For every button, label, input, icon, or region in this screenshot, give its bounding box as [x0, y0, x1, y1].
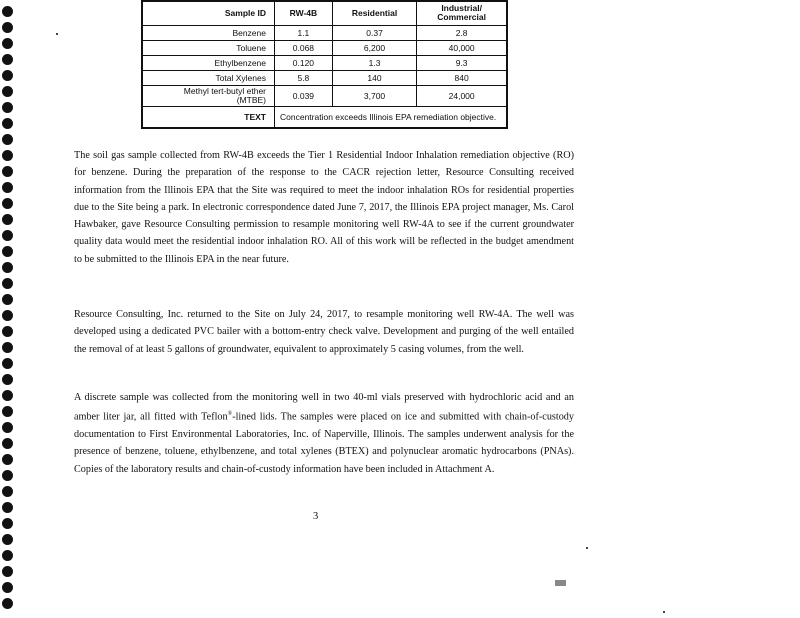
paragraph-resample: Resource Consulting, Inc. returned to the Site on July 24, 2017, to resample monitoring well RW-4A. The well was developed using a dedicated PVC bailer with a bottom-entry check valve. Development and purging of the well entailed the removal of at least 5 gallons of groundwater, equivalent to approximately 5 casing volumes, from the well. [74, 309, 574, 355]
binder-hole [2, 390, 13, 401]
cell-value: 24,000 [417, 86, 507, 107]
cell-value: 5.8 [275, 71, 333, 86]
header-residential: Residential [332, 1, 416, 26]
cell-name: Methyl tert-butyl ether (MTBE) [142, 86, 275, 107]
cell-value: 1.3 [332, 56, 416, 71]
binder-hole [2, 150, 13, 161]
legend-text: Concentration exceeds Illinois EPA remediation objective. [275, 107, 508, 129]
scan-speck [56, 33, 58, 35]
header-rw-4b: RW-4B [275, 1, 333, 26]
binder-hole [2, 182, 13, 193]
binder-hole [2, 70, 13, 81]
cell-name: Total Xylenes [142, 71, 275, 86]
registered-mark: ® [227, 411, 233, 418]
binder-hole [2, 214, 13, 225]
table-row [142, 86, 507, 107]
cell-value: 1.1 [275, 26, 333, 41]
cell-value: 840 [417, 71, 507, 86]
legend-key: TEXT [142, 107, 275, 129]
binder-hole [2, 6, 13, 17]
cell-value: 0.37 [332, 26, 416, 41]
legend-row [142, 107, 507, 129]
table-header-row [142, 1, 507, 26]
binder-hole [2, 230, 13, 241]
binder-hole [2, 118, 13, 129]
binder-hole [2, 470, 13, 481]
binder-hole [2, 582, 13, 593]
binder-hole [2, 278, 13, 289]
binder-hole [2, 406, 13, 417]
binder-hole [2, 486, 13, 497]
table-row [142, 26, 507, 41]
results-table [141, 0, 508, 129]
scan-speck [586, 547, 588, 549]
binder-holes [2, 0, 16, 618]
table-row [142, 56, 507, 71]
binder-hole [2, 502, 13, 513]
binder-hole [2, 550, 13, 561]
binder-hole [2, 134, 13, 145]
binder-hole [2, 518, 13, 529]
paragraph-text-part: A discrete sample was collected from the monitoring well in two 40-ml vials preserved with hydrochloric acid and an amber liter jar, all fitted with Teflon [74, 392, 574, 423]
cell-value: 0.068 [275, 41, 333, 56]
binder-hole [2, 598, 13, 609]
cell-value: 9.3 [417, 56, 507, 71]
table-row [142, 71, 507, 86]
paragraph-sample-collection [74, 389, 574, 478]
page-number: 3 [313, 511, 319, 522]
binder-hole [2, 102, 13, 113]
binder-hole [2, 22, 13, 33]
table-row [142, 41, 507, 56]
scan-speck [663, 611, 665, 613]
cell-value: 0.039 [275, 86, 333, 107]
binder-hole [2, 166, 13, 177]
cell-value: 40,000 [417, 41, 507, 56]
binder-hole [2, 342, 13, 353]
binder-hole [2, 246, 13, 257]
cell-name: Benzene [142, 26, 275, 41]
binder-hole [2, 358, 13, 369]
binder-hole [2, 86, 13, 97]
binder-hole [2, 294, 13, 305]
binder-hole [2, 326, 13, 337]
binder-hole [2, 310, 13, 321]
binder-hole [2, 262, 13, 273]
binder-hole [2, 438, 13, 449]
binder-hole [2, 454, 13, 465]
cell-value: 3,700 [332, 86, 416, 107]
binder-hole [2, 534, 13, 545]
binder-hole [2, 374, 13, 385]
header-industrial-commercial: Industrial/ Commercial [417, 1, 507, 26]
binder-hole [2, 422, 13, 433]
paragraph-soil-gas: The soil gas sample collected from RW-4B exceeds the Tier 1 Residential Indoor Inhalation remediation objective (RO) for benzene. During the preparation of the response to the CACR rejection letter, Resource Consulting received information from the Illinois EPA that the Site was required to meet the indoor inhalation ROs for residential properties due to the Site being a park. In electronic correspondence dated June 7, 2017, the Illinois EPA project manager, Ms. Carol Hawbaker, gave Resource Consulting permission to resample monitoring well RW-4A to see if the current groundwater quality data would meet the residential indoor inhalation RO. All of this work will be reflected in the budget amendment to be submitted to the Illinois EPA in the near future. [74, 150, 574, 265]
paragraph-text-part: -lined lids. The samples were placed on ice and submitted with chain-of-custody documentation to First Environmental Laboratories, Inc. of Naperville, Illinois. The samples underwent analysis for the presence of benzene, toluene, ethylbenzene, and total xylenes (BTEX) and polynuclear aromatic hydrocarbons (PNAs). Copies of the laboratory results and chain-of-custody information have been included in Attachment A. [74, 411, 574, 475]
cell-name: Ethylbenzene [142, 56, 275, 71]
scan-mark [555, 580, 566, 586]
binder-hole [2, 38, 13, 49]
binder-hole [2, 198, 13, 209]
cell-value: 0.120 [275, 56, 333, 71]
cell-value: 140 [332, 71, 416, 86]
header-sample-id: Sample ID [142, 1, 275, 26]
cell-name: Toluene [142, 41, 275, 56]
cell-value: 6,200 [332, 41, 416, 56]
binder-hole [2, 566, 13, 577]
binder-hole [2, 54, 13, 65]
cell-value: 2.8 [417, 26, 507, 41]
